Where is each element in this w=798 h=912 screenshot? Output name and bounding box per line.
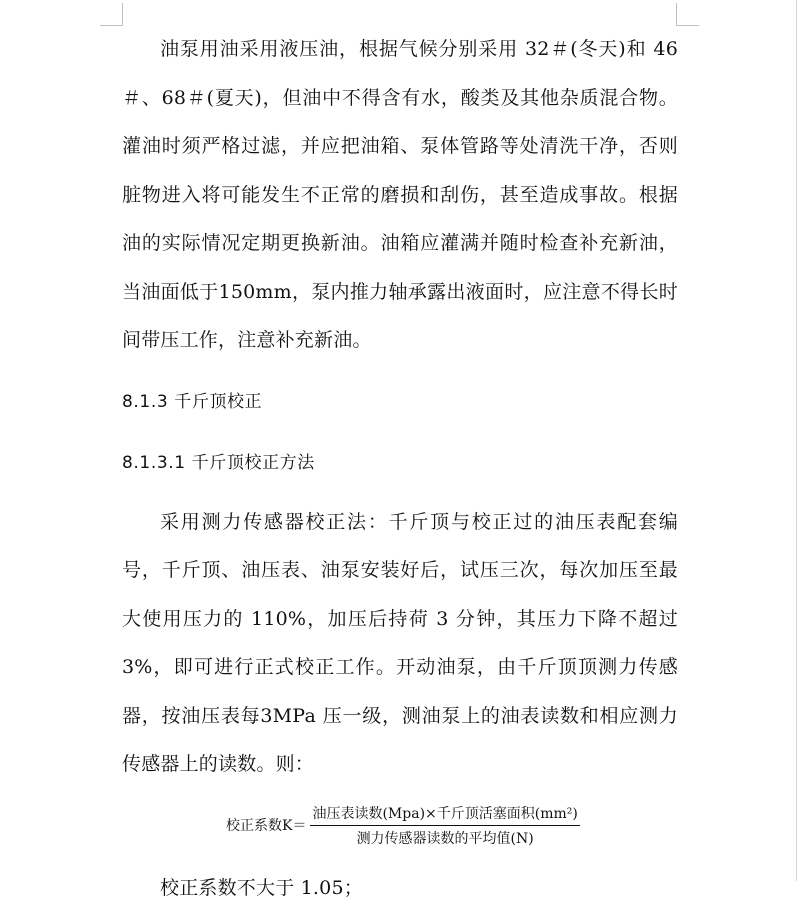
formula-denominator: 测力传感器读数的平均值(N) [355, 826, 536, 848]
crop-mark-left [100, 3, 123, 26]
paragraph-calibration-method: 采用测力传感器校正法：千斤顶与校正过的油压表配套编号，千斤顶、油压表、油泵安装好后，试压三次，每次加压至最大使用压力的 110%，加压后持荷 3 分钟，其压力下降不超过 3%，即可进行正式校正工作。开动油泵，由千斤顶顶测力传感器，按油压表每3MPa 压一级，测油泵上的油表读数和相应测力传感器上的读数。则： [122, 498, 678, 789]
page-edge [796, 0, 797, 881]
section-heading-8-1-3: 8.1.3 千斤顶校正 [122, 387, 678, 417]
section-heading-8-1-3-1: 8.1.3.1 千斤顶校正方法 [122, 448, 678, 478]
formula-numerator: 油压表读数(Mpa)×千斤顶活塞面积(mm²) [310, 803, 579, 825]
paragraph-oil-pump: 油泵用油采用液压油，根据气候分别采用 32＃(冬天)和 46＃、68＃(夏天)，但油中不得含有水，酸类及其他杂质混合物。灌油时须严格过滤，并应把油箱、泵体管路等处清洗干净，否则脏物进入将可能发生不正常的磨损和刮伤，甚至造成事故。根据油的实际情况定期更换新油。油箱应灌满并随时检查补充新油，当油面低于150mm，泵内推力轴承露出液面时，应注意不得长时间带压工作，注意补充新油。 [122, 25, 678, 365]
calibration-formula [226, 803, 678, 848]
document-body [122, 25, 678, 912]
paragraph-coefficient-limit: 校正系数不大于 1.05； [122, 864, 678, 912]
formula-label: 校正系数K＝ [226, 815, 310, 835]
formula-fraction [310, 803, 579, 848]
crop-mark-right [676, 3, 699, 26]
